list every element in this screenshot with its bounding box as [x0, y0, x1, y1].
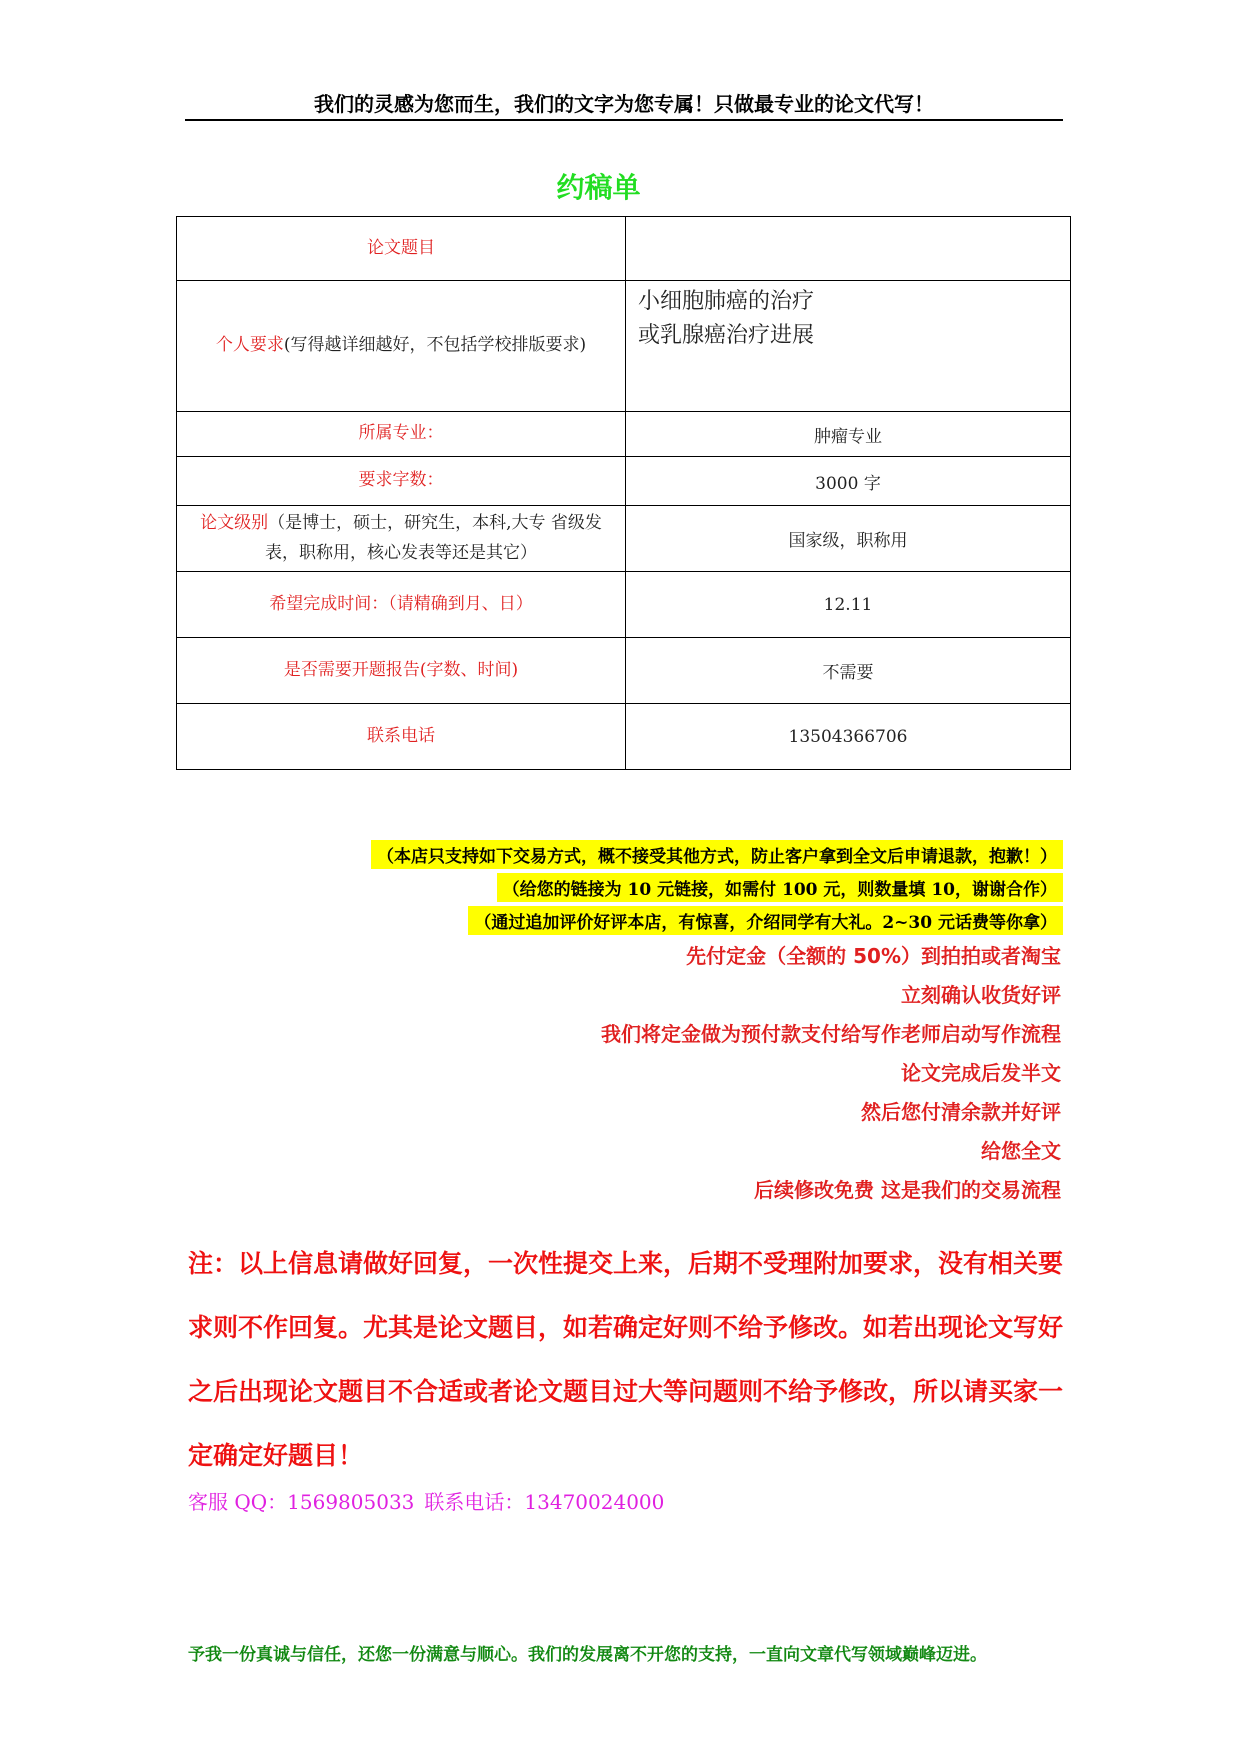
proposal-value[interactable]: 不需要 — [626, 638, 1071, 704]
form-row-level — [177, 506, 1071, 572]
requirements-label: 个人要求(写得越详细越好，不包括学校排版要求) — [177, 281, 626, 412]
requirements-value-line1: 小细胞肺癌的治疗 — [638, 289, 815, 314]
form-row-proposal — [177, 638, 1071, 704]
requirements-value-line2: 或乳腺癌治疗进展 — [638, 323, 815, 348]
requirements-value[interactable] — [626, 281, 1071, 412]
form-row-deadline — [177, 572, 1071, 638]
topic-label: 论文题目 — [177, 217, 626, 281]
payment-notice-banner: （本店只支持如下交易方式，概不接受其他方式，防止客户拿到全文后申请退款，抱歉！） — [371, 840, 1063, 869]
level-value[interactable]: 国家级，职称用 — [626, 506, 1071, 572]
form-row-requirements — [177, 281, 1071, 412]
process-step: 给您全文 — [981, 1139, 1061, 1163]
major-label: 所属专业： — [177, 412, 626, 457]
process-step: 立刻确认收货好评 — [901, 983, 1061, 1007]
page-title: 约稿单 — [556, 171, 641, 204]
process-step: 先付定金（全额的 50%）到拍拍或者淘宝 — [686, 944, 1061, 968]
word-count-label: 要求字数： — [177, 457, 626, 506]
contact-phone: 联系电话：13470024000 — [424, 1490, 665, 1514]
level-label: 论文级别（是博士，硕士，研究生，本科,大专 省级发表，职称用，核心发表等还是其它） — [177, 506, 626, 572]
form-row-phone — [177, 704, 1071, 770]
process-step: 论文完成后发半文 — [901, 1061, 1061, 1085]
link-price-banner: （给您的链接为 10 元链接，如需付 100 元，则数量填 10，谢谢合作） — [497, 873, 1063, 902]
footer-slogan: 予我一份真诚与信任，还您一份满意与顺心。我们的发展离不开您的支持，一直向文章代写领域巅峰迈进。 — [188, 1645, 987, 1665]
deadline-value[interactable]: 12.11 — [626, 572, 1071, 638]
order-form-table — [176, 216, 1071, 770]
form-row-topic — [177, 217, 1071, 281]
review-reward-banner: （通过追加评价好评本店，有惊喜，介绍同学有大礼。2~30 元话费等你拿） — [468, 906, 1063, 935]
deadline-label: 希望完成时间：（请精确到月、日） — [177, 572, 626, 638]
phone-value[interactable]: 13504366706 — [626, 704, 1071, 770]
form-row-word-count — [177, 457, 1071, 506]
header-slogan: 我们的灵感为您而生，我们的文字为您专属！只做最专业的论文代写！ — [314, 92, 934, 116]
major-value[interactable]: 肿瘤专业 — [626, 412, 1071, 457]
process-step: 后续修改免费 这是我们的交易流程 — [754, 1178, 1061, 1202]
important-note: 注：以上信息请做好回复，一次性提交上来，后期不受理附加要求，没有相关要求则不作回复。尤其是论文题目，如若确定好则不给予修改。如若出现论文写好之后出现论文题目不合适或者论文题目过大等问题则不给予修改，所以请买家一定确定好题目！ — [188, 1249, 1064, 1470]
header-divider — [185, 119, 1063, 121]
process-step: 我们将定金做为预付款支付给写作老师启动写作流程 — [601, 1022, 1061, 1046]
proposal-label: 是否需要开题报告(字数、时间) — [177, 638, 626, 704]
process-step: 然后您付清余款并好评 — [861, 1100, 1061, 1124]
form-row-major — [177, 412, 1071, 457]
word-count-value[interactable]: 3000 字 — [626, 457, 1071, 506]
contact-qq: 客服 QQ：1569805033 — [188, 1490, 415, 1514]
contact-info — [188, 1486, 674, 1515]
topic-value[interactable] — [626, 217, 1071, 281]
phone-label: 联系电话 — [177, 704, 626, 770]
